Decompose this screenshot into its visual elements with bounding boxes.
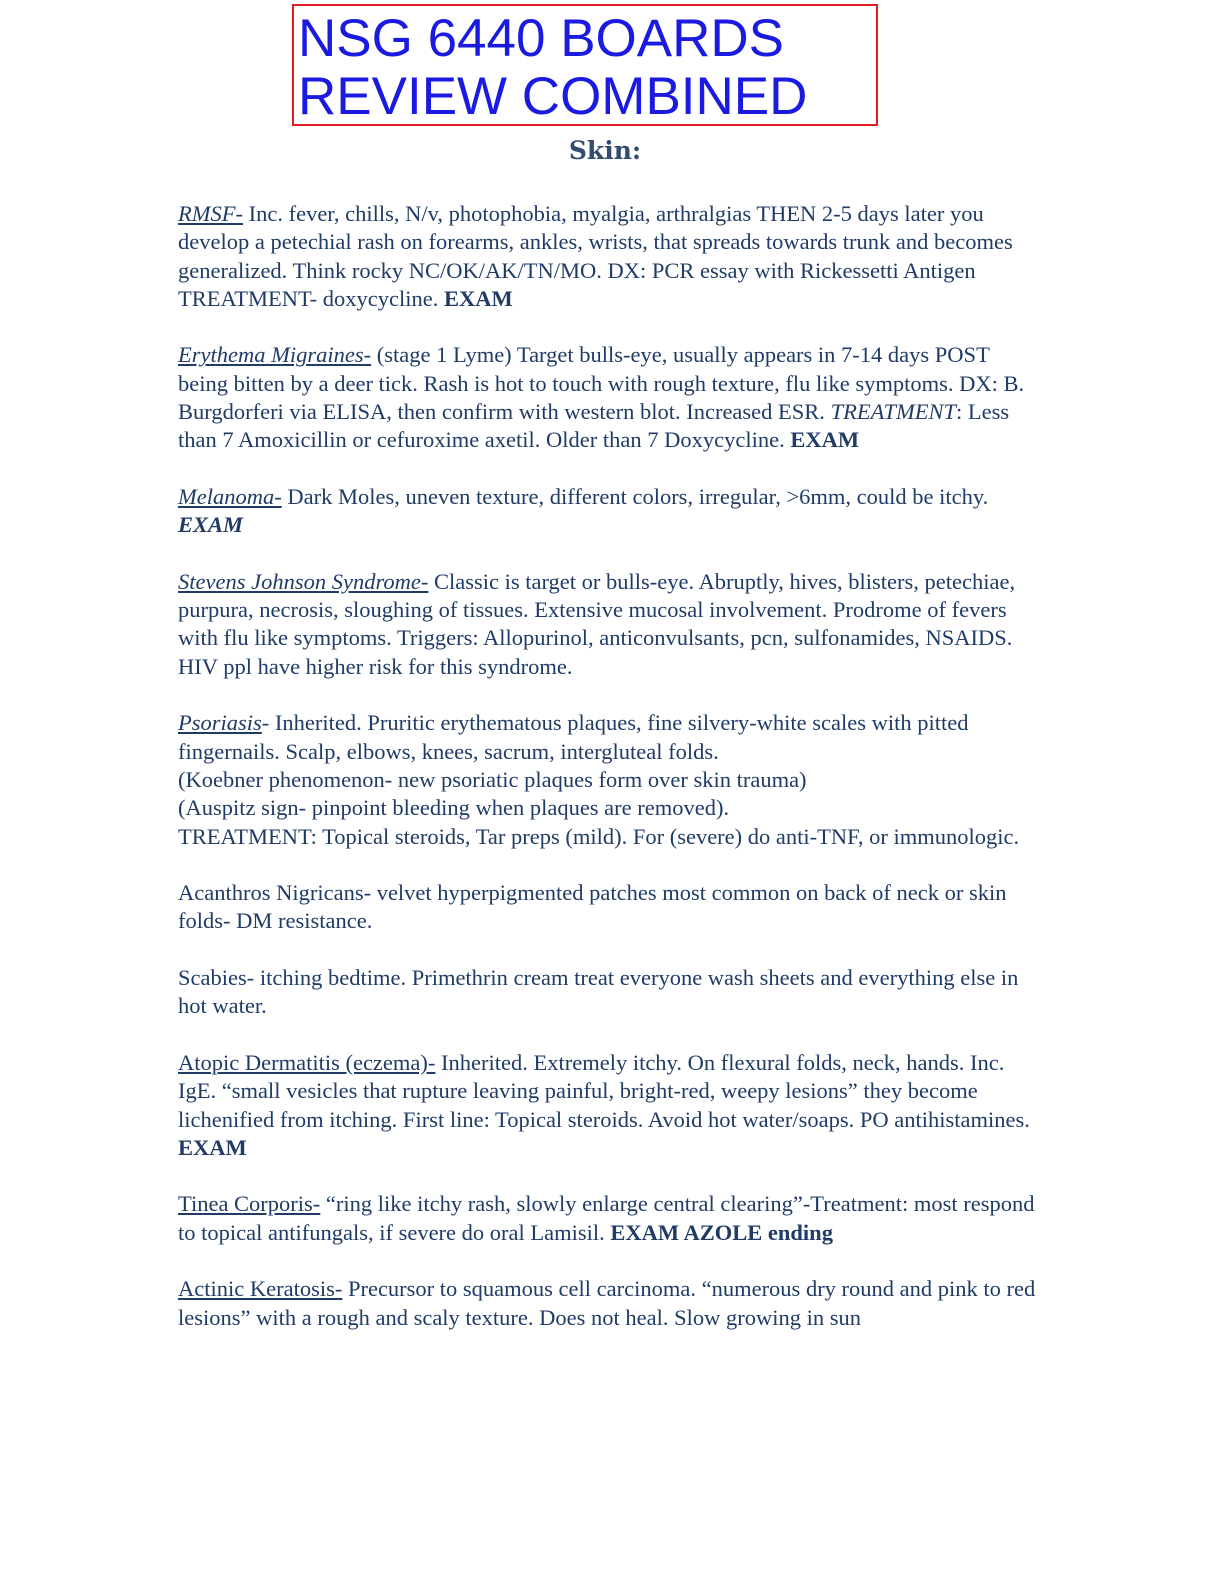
entry-term: Melanoma- xyxy=(178,483,282,509)
exam-tag: EXAM xyxy=(790,427,860,453)
entry-text: Inherited. Extremely itchy. On flexural folds, neck, hands. Inc. IgE. “small vesicles that rupture leaving painful, bright-red, weepy lesions” they become lichenified from itching. First line: Topical steroids. Avoid hot water/soaps. PO antihistamines. xyxy=(178,1049,1030,1132)
entry-line: (Koebner phenomenon- new psoriatic plaques form over skin trauma) xyxy=(178,766,807,792)
exam-tag: EXAM xyxy=(178,1134,247,1160)
exam-tag: EXAM xyxy=(178,512,244,538)
entry-term: Erythema Migraines- xyxy=(178,342,372,368)
document-title-line-1: NSG 6440 BOARDS xyxy=(298,9,785,68)
entry-text: (stage 1 Lyme) Target bulls-eye, usually appears in 7-14 days POST being bitten by a deer tick. Rash is hot to touch with rough texture, flu like symptoms. DX: B. Burgdorferi via ELISA, then confirm with western blot. Increased ESR. xyxy=(178,342,1025,425)
entry-term: Actinic Keratosis- xyxy=(178,1276,343,1302)
entry-scabies xyxy=(178,964,1038,1021)
entry-atopic-dermatitis xyxy=(178,1049,1038,1162)
entry-erythema-migraines xyxy=(178,341,1038,454)
entry-text: Dark Moles, uneven texture, different colors, irregular, >6mm, could be itchy. xyxy=(281,483,989,509)
entry-rmsf xyxy=(178,200,1038,313)
entry-stevens-johnson xyxy=(178,568,1038,681)
entry-text: Scabies- itching bedtime. Primethrin cream treat everyone wash sheets and everything else in hot water. xyxy=(178,965,1019,1019)
entry-line: (Auspitz sign- pinpoint bleeding when plaques are removed). xyxy=(178,795,730,821)
entry-text: Precursor to squamous cell carcinoma. “numerous dry round and pink to red lesions” with a rough and scaly texture. Does not heal. Slow growing in sun xyxy=(178,1276,1036,1330)
exam-tag: EXAM xyxy=(444,285,513,311)
entry-psoriasis xyxy=(178,709,1038,850)
entry-term: Psoriasis xyxy=(178,710,262,736)
section-heading-skin: Skin: xyxy=(568,136,642,165)
entry-term: Atopic Dermatitis (eczema)- xyxy=(178,1049,436,1075)
entry-tinea-corporis xyxy=(178,1190,1038,1247)
entry-text: - Inherited. Pruritic erythematous plaques, fine silvery-white scales with pitted fingernails. Scalp, elbows, knees, sacrum, intergluteal folds. xyxy=(178,710,969,764)
treatment-label: TREATMENT xyxy=(830,399,956,425)
entry-text: : Less than 7 Amoxicillin or cefuroxime axetil. Older than 7 Doxycycline. xyxy=(178,399,1010,453)
entry-term: Tinea Corporis- xyxy=(178,1191,321,1217)
entry-melanoma xyxy=(178,483,1038,540)
entry-term: Stevens Johnson Syndrome- xyxy=(178,568,429,594)
entry-line xyxy=(178,709,1038,766)
document-title-box xyxy=(292,4,878,126)
entry-acanthosis xyxy=(178,879,1038,936)
entry-text: Inc. fever, chills, N/v, photophobia, myalgia, arthralgias THEN 2-5 days later you develop a petechial rash on forearms, ankles, wrists, that spreads towards trunk and becomes generalized. Think rocky NC/OK/AK/TN/MO. DX: PCR essay with Rickessetti Antigen TREATMENT- doxycycline. xyxy=(178,201,1013,311)
entry-line: TREATMENT: Topical steroids, Tar preps (mild). For (severe) do anti-TNF, or immunologic. xyxy=(178,823,1020,849)
entry-text: “ring like itchy rash, slowly enlarge central clearing”-Treatment: most respond to topical antifungals, if severe do oral Lamisil. xyxy=(178,1191,1035,1245)
entry-text: Classic is target or bulls-eye. Abruptly, hives, blisters, petechiae, purpura, necrosis, sloughing of tissues. Extensive mucosal involvement. Prodrome of fevers with flu like symptoms. Triggers: Allopurinol, anticonvulsants, pcn, sulfonamides, NSAIDS. HIV ppl have higher risk for this syndrome. xyxy=(178,568,1016,679)
entry-term: RMSF- xyxy=(178,201,243,226)
exam-tag: EXAM AZOLE ending xyxy=(610,1219,833,1245)
entry-actinic-keratosis xyxy=(178,1275,1038,1332)
document-title-line-2: REVIEW COMBINED xyxy=(298,67,808,126)
notes-body xyxy=(178,200,1038,1360)
entry-text: Acanthros Nigricans- velvet hyperpigmented patches most common on back of neck or skin folds- DM resistance. xyxy=(178,880,1007,934)
